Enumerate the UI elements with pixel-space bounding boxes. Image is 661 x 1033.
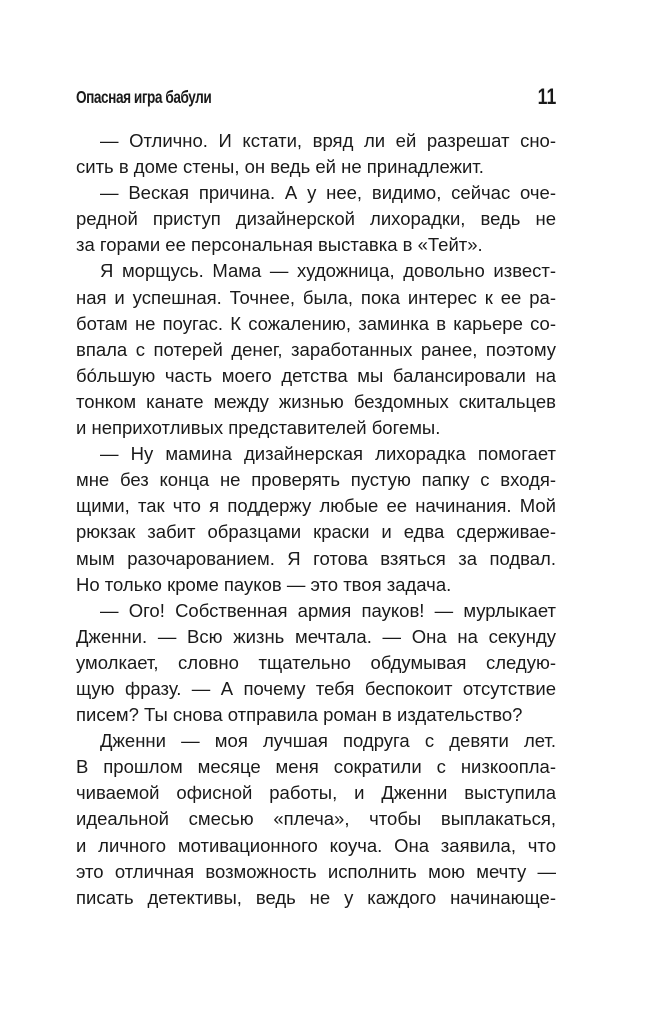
page-header [76,84,556,114]
text-line: щими, так что я поддержу любые ее начинания. Мой [76,495,556,517]
text-line: впала с потерей денег, заработанных ранее, поэтому [76,338,556,360]
page-number: 11 [537,84,556,109]
text-line: сить в доме стены, он ведь ей не принадлежит. [76,156,484,178]
text-line: Дженни. — Всю жизнь мечтала. — Она на секунду [76,625,556,647]
text-line: ная и успешная. Точнее, была, пока интерес к ее ра- [76,286,556,308]
text-line: тонком канате между жизнью бездомных скитальцев [76,390,556,412]
text-line: — Ну мамина дизайнерская лихорадка помогает [100,443,556,465]
text-line: чиваемой офисной работы, и Дженни выступила [76,782,556,804]
text-line: щую фразу. — А почему тебя беспокоит отсутствие [76,677,556,699]
text-line: писем? Ты снова отправила роман в издательство? [76,704,523,726]
text-line: — Веская причина. А у нее, видимо, сейчас оче- [100,182,556,204]
body-text [76,128,556,911]
text-line: — Отлично. И кстати, вряд ли ей разрешат сно- [100,130,556,151]
text-line: ботам не поугас. К сожалению, заминка в карьере со- [76,312,556,334]
text-line: и личного мотивационного коуча. Она заявила, что [76,834,556,856]
text-line: редной приступ дизайнерской лихорадки, ведь не [76,208,556,230]
text-line: Я морщусь. Мама — художница, довольно извест- [100,260,556,282]
text-line: умолкает, словно тщательно обдумывая следую- [76,651,556,673]
text-line: идеальной смесью «плеча», чтобы выплакаться, [76,808,556,830]
text-line: мне без конца не проверять пустую папку с входя- [76,469,556,491]
text-line: это отличная возможность исполнить мою мечту — [76,860,556,882]
text-line: рюкзак забит образцами краски и едва сдерживае- [76,521,556,543]
text-line: мым разочарованием. Я готова взяться за подвал. [76,547,556,569]
text-line: писать детективы, ведь не у каждого начинающе- [76,886,556,908]
running-title: Опасная игра бабули [76,87,212,107]
text-line: — Ого! Собственная армия пауков! — мурлыкает [100,599,556,621]
text-line: Дженни — моя лучшая подруга с девяти лет. [100,730,556,752]
text-line: Но только кроме пауков — это твоя задача. [76,573,452,595]
text-line: и неприхотливых представителей богемы. [76,417,441,439]
text-line: за горами ее персональная выставка в «Тейт». [76,234,483,256]
text-line: В прошлом месяце меня сократили с низкоопла- [76,756,556,778]
text-line: бóльшую часть моего детства мы балансировали на [76,364,556,386]
